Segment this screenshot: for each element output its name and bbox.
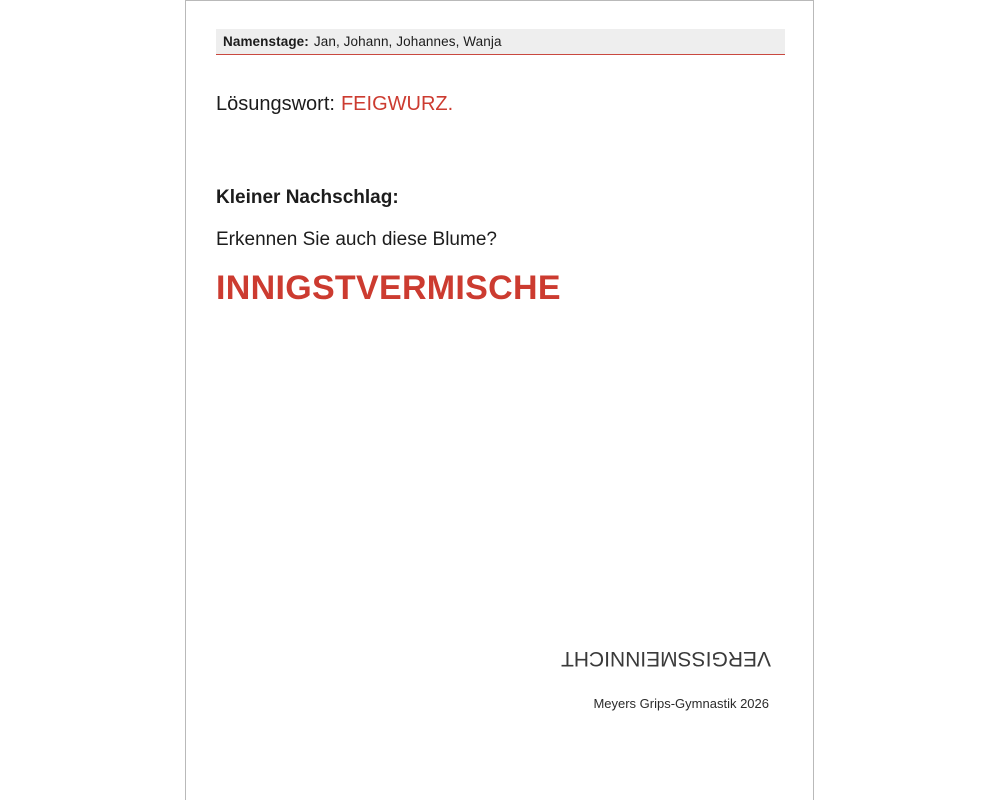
nachschlag-heading: Kleiner Nachschlag: [216,187,399,208]
puzzle-word: INNIGSTVERMISCHE [216,269,561,307]
namenstage-label: Namenstage: [223,34,309,49]
solution-line [216,93,453,116]
flipped-answer: VERGISSMEINNICHT [560,647,771,670]
namenstage-names: Jan, Johann, Johannes, Wanja [313,34,502,49]
footer-credit: Meyers Grips-Gymnastik 2026 [593,696,769,711]
nachschlag-question: Erkennen Sie auch diese Blume? [216,229,497,250]
document-content [216,1,785,800]
solution-label: Lösungswort: [216,93,335,115]
document-sheet [185,0,814,800]
solution-value: FEIGWURZ. [340,93,454,115]
namenstage-banner [216,29,785,55]
